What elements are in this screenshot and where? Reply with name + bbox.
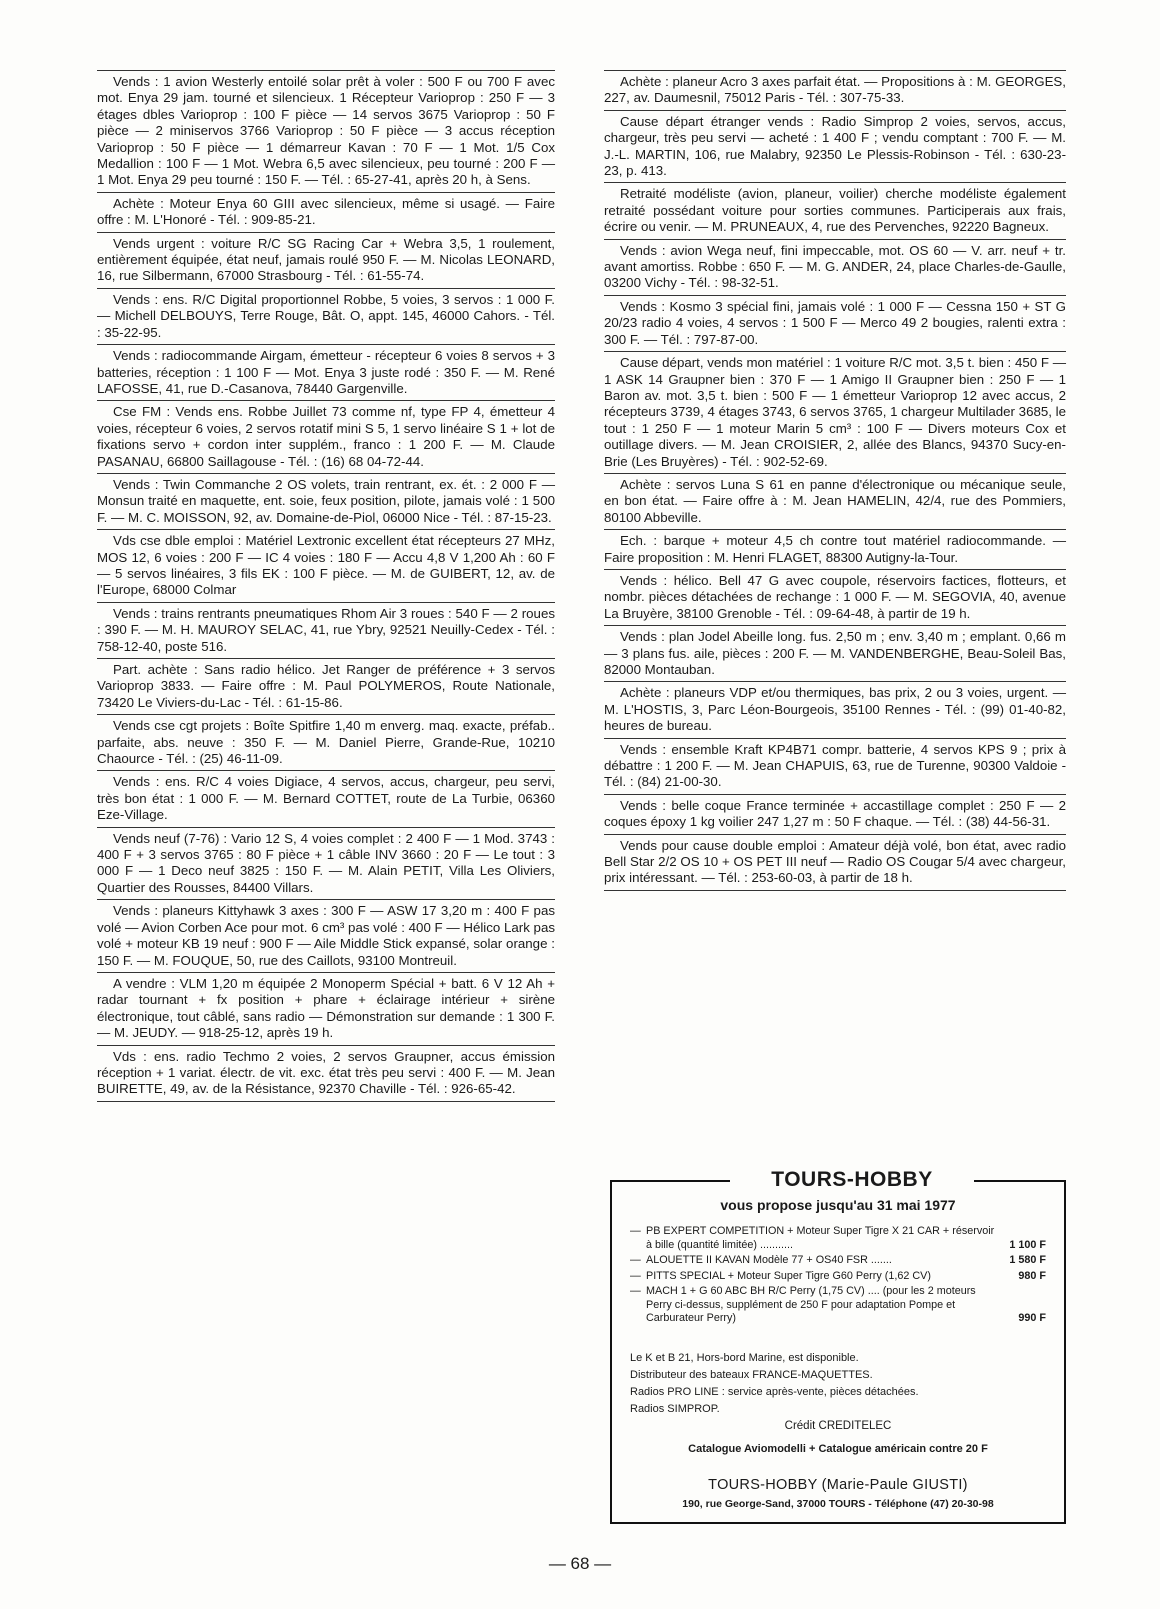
- offer-price: 1 580 F: [1009, 1254, 1046, 1266]
- offer-price: 980 F: [1018, 1269, 1046, 1282]
- classified-ad: Vends : ensemble Kraft KP4B71 compr. batterie, 4 servos KPS 9 ; prix à débattre : 1 200 F. — M. Jean CHAPUIS, 63, rue de Turenne, 90300 Valdoie - Tél. : (84) 21-00-30.: [604, 738, 1066, 794]
- offer-dash: —: [630, 1254, 641, 1266]
- left-column: [97, 70, 555, 1102]
- classified-ad: Vends urgent : voiture R/C SG Racing Car + Webra 3,5, 1 roulement, entièrement équipée, état neuf, jamais roulé 950 F. — M. Nicolas LEONARD, 16, rue Silbermann, 67000 Strasbourg - Tél. : 61-55-74.: [97, 232, 555, 288]
- classified-ad: Vends : radiocommande Airgam, émetteur - récepteur 6 voies 8 servos + 3 batteries, réception : 1 100 F — Mot. Enya 3 juste rodé : 350 F. — M. René LAFOSSE, 41, rue D.-Casanova, 78440 Gargenville.: [97, 344, 555, 400]
- tours-hobby-advert: [610, 1168, 1066, 1524]
- classified-ad: Vends : belle coque France terminée + accastillage complet : 250 F — 2 coques époxy 1 kg voilier 247 1,27 m : 50 F chaque. — Tél. : (38) 44-56-31.: [604, 794, 1066, 834]
- classified-ad: Vds cse dble emploi : Matériel Lextronic excellent état récepteurs 27 MHz, MOS 12, 6 voies : 200 F — IC 4 voies : 180 F — Accu 4,8 V 1,200 Ah : 60 F — 5 servos linéaires, 3 fils EK : 100 F pièce. — M. de GUIBERT, 12, av. de l'Europe, 68000 Colmar: [97, 529, 555, 602]
- info-lines: [630, 1350, 1046, 1418]
- classified-ad: Cause départ étranger vends : Radio Simprop 2 voies, servos, accus, chargeur, très peu servi — acheté : 1 400 F ; vendu comptant : 700 F. — M. J.-L. MARTIN, 106, rue Malabry, 92350 Le Plessis-Robinson - Tél. : 630-23-23, p. 413.: [604, 110, 1066, 183]
- offer-item: [630, 1225, 1046, 1252]
- info-line: Radios SIMPROP.: [630, 1403, 720, 1415]
- classified-ad: Vends : plan Jodel Abeille long. fus. 2,50 m ; env. 3,40 m ; emplant. 0,66 m — 3 plans fus. aile, pièces : 200 F. — M. VANDENBERGHE, Beau-Soleil Bas, 82000 Montauban.: [604, 625, 1066, 681]
- box-top-right-rule: [974, 1180, 1064, 1182]
- classified-ad: Vds : ens. radio Techmo 2 voies, 2 servos Graupner, accus émission réception + 1 variat. électr. de vit. exc. état très peu servi : 400 F. — M. Jean BUIRETTE, 49, av. de la Résistance, 92370 Chaville - Tél. : 926-65-42.: [97, 1045, 555, 1102]
- credit-line: Crédit CREDITELEC: [784, 1420, 892, 1432]
- classified-ad: Vends : avion Wega neuf, fini impeccable, mot. OS 60 — V. arr. neuf + tr. avant amortiss. Robbe : 650 F. — M. G. ANDER, 24, place Charles-de-Gaulle, 03200 Vichy - Tél. : 98-32-51.: [604, 239, 1066, 295]
- offer-dash: —: [630, 1285, 641, 1297]
- classified-ad: Vends : 1 avion Westerly entoilé solar prêt à voler : 500 F ou 700 F avec mot. Enya 29 jam. tourné et silencieux. 1 Récepteur Varioprop : 250 F — 3 étages dbles Varioprop : 100 F pièce — 14 servos 3675 Varioprop : 50 F pièce — 2 miniservos 3766 Varioprop : 50 F pièce — 3 accus réception Varioprop : 50 F pièce — 1 démarreur Kavan : 70 F — 1 Mot. 1/5 Cox Medallion : 100 F — 1 Mot. Webra 6,5 avec silencieux, peu tourné : 200 F — 1 Mot. Enya 29 peu tourné : 150 F. — Tél. : 65-27-41, après 20 h, à Sens.: [97, 70, 555, 192]
- info-line: Distributeur des bateaux FRANCE-MAQUETTES.: [630, 1369, 873, 1381]
- offer-dash: —: [630, 1269, 641, 1282]
- classified-ad: Vends : ens. R/C 4 voies Digiace, 4 servos, accus, chargeur, peu servi, très bon état : 1 000 F. — M. Bernard COTTET, route de La Turbie, 06360 Eze-Village.: [97, 770, 555, 826]
- offer-text: PB EXPERT COMPETITION + Moteur Super Tigre X 21 CAR + réservoir à bille (quantité limitée) ...........: [646, 1225, 995, 1251]
- classified-ad: Cse FM : Vends ens. Robbe Juillet 73 comme nf, type FP 4, émetteur 4 voies, récepteur 6 voies, 2 servos rotatif mini S 5, 1 servo linéaire S 1 + lot de fixations servo + cordon inter supplém., franco : 1 200 F. — M. Claude PASANAU, 66800 Saillagouse - Tél. : (16) 68 04-72-44.: [97, 400, 555, 473]
- right-column: [604, 70, 1066, 891]
- classified-ad: Vends pour cause double emploi : Amateur déjà volé, bon état, avec radio Bell Star 2/2 OS 10 + OS PET III neuf — Radio OS Cougar 5/4 avec chargeur, prix intéressant. — Tél. : 253-60-03, à partir de 18 h.: [604, 834, 1066, 891]
- classified-ad: Vends neuf (7-76) : Vario 12 S, 4 voies complet : 2 400 F — 1 Mod. 3743 : 400 F + 3 servos 3765 : 80 F pièce + 1 câble INV 3660 : 20 F — Le tout : 3 000 F — 1 Deco neuf 3825 : 150 F. — M. Alain PETIT, Villa Les Oliviers, Quartier des Rousses, 84400 Villars.: [97, 827, 555, 900]
- classified-ad: Vends : trains rentrants pneumatiques Rhom Air 3 roues : 540 F — 2 roues : 390 F. — M. H. MAUROY SELAC, 41, rue Ybry, 92521 Neuilly-Cedex - Tél. : 758-12-40, poste 516.: [97, 602, 555, 658]
- classified-ad: Vends cse cgt projets : Boîte Spitfire 1,40 m enverg. maq. exacte, préfab.. parfaite, abs. neuve : 350 F. — M. Daniel Pierre, Grande-Rue, 10210 Chaource - Tél. : (25) 46-11-09.: [97, 714, 555, 770]
- info-line: Le K et B 21, Hors-bord Marine, est disponible.: [630, 1352, 859, 1364]
- offer-item: [630, 1285, 1046, 1326]
- tours-hobby-title: TOURS-HOBBY: [771, 1168, 933, 1191]
- shop-address: 190, rue George-Sand, 37000 TOURS - Téléphone (47) 20-30-98: [682, 1498, 994, 1510]
- offer-text: PITTS SPECIAL + Moteur Super Tigre G60 Perry (1,62 CV): [646, 1269, 931, 1282]
- box-top-left-rule: [612, 1180, 730, 1182]
- offer-text: ALOUETTE II KAVAN Modèle 77 + OS40 FSR .......: [646, 1254, 892, 1266]
- classified-ad: Ech. : barque + moteur 4,5 ch contre tout matériel radiocommande. — Faire proposition : M. Henri FLAGET, 88300 Autigny-la-Tour.: [604, 529, 1066, 569]
- classified-ad: Achète : planeur Acro 3 axes parfait état. — Propositions à : M. GEORGES, 227, av. Daumesnil, 75012 Paris - Tél. : 307-75-33.: [604, 70, 1066, 110]
- classified-ad: Achète : Moteur Enya 60 GIII avec silencieux, même si usagé. — Faire offre : M. L'Honoré - Tél. : 909-85-21.: [97, 192, 555, 232]
- classified-ad: Cause départ, vends mon matériel : 1 voiture R/C mot. 3,5 t. bien : 450 F — 1 ASK 14 Graupner bien : 370 F — 1 Amigo II Graupner bien : 250 F — 1 Baron av. mot. 3,5 t. bien : 500 F — 1 émetteur Varioprop 12 avec accus, 2 récepteurs 3739, 4 étages 3743, 6 servos 3765, 1 chargeur Multilader 3685, le tout : 1 250 F — 1 moteur Marin 5 cm³ : 100 F — Divers moteurs Cox et outillage divers. — M. Jean CROISIER, 2, allée des Blancs, 94370 Sucy-en-Brie (Les Bruyères) - Tél. : 902-52-69.: [604, 351, 1066, 473]
- shop-name: TOURS-HOBBY (Marie-Paule GIUSTI): [708, 1477, 968, 1493]
- offer-list: [630, 1225, 1046, 1328]
- page-number: — 68 —: [548, 1554, 612, 1573]
- offer-price: 1 100 F: [1009, 1238, 1046, 1251]
- info-line: Radios PRO LINE : service après-vente, pièces détachées.: [630, 1386, 919, 1398]
- catalog-line: Catalogue Aviomodelli + Catalogue américain contre 20 F: [688, 1443, 988, 1455]
- offer-text: MACH 1 + G 60 ABC BH R/C Perry (1,75 CV) .... (pour les 2 moteurs Perry ci-dessus, supplément de 250 F pour adaptation Pompe et Carburateur Perry): [646, 1285, 976, 1324]
- classified-ad: Achète : planeurs VDP et/ou thermiques, bas prix, 2 ou 3 voies, urgent. — M. L'HOSTIS, 3, Parc Léon-Bourgeois, 35100 Rennes - Tél. : (99) 01-40-82, heures de bureau.: [604, 681, 1066, 737]
- classified-ad: Vends : hélico. Bell 47 G avec coupole, réservoirs factices, flotteurs, et nombr. pièces détachées de rechange : 1 000 F. — M. SEGOVIA, 40, avenue La Bruyère, 38100 Grenoble - Tél. : 09-64-48, à partir de 19 h.: [604, 569, 1066, 625]
- offer-item: [630, 1254, 1046, 1268]
- tours-hobby-subtitle: vous propose jusqu'au 31 mai 1977: [720, 1197, 956, 1213]
- offer-item: [630, 1270, 1046, 1284]
- classified-ad: Vends : planeurs Kittyhawk 3 axes : 300 F — ASW 17 3,20 m : 400 F pas volé — Avion Corben Ace pour mot. 6 cm³ pas volé : 400 F — Hélico Lark pas volé + moteur KB 19 neuf : 900 F — Aile Middle Stick expansé, solar orange : 150 F. — M. FOUQUE, 50, rue des Caillots, 93100 Montreuil.: [97, 899, 555, 972]
- classified-ad: Part. achète : Sans radio hélico. Jet Ranger de préférence + 3 servos Varioprop 3833. — Faire offre : M. Paul POLYMEROS, Route Nationale, 73420 Le Viviers-du-Lac - Tél. : 61-15-86.: [97, 658, 555, 714]
- offer-price: 990 F: [1018, 1312, 1046, 1324]
- classified-ad: Retraité modéliste (avion, planeur, voilier) cherche modéliste également retraité possédant voiture pour sorties communes. Participerais aux frais, écrire ou venir. — M. PRUNEAUX, 4, rue des Pervenches, 92220 Bagneux.: [604, 182, 1066, 238]
- classified-ad: Achète : servos Luna S 61 en panne d'électronique ou mécanique seule, en bon état. — Faire offre à : M. Jean HAMELIN, 42/4, rue des Pommiers, 80100 Abbeville.: [604, 473, 1066, 529]
- offer-dash: —: [630, 1225, 641, 1237]
- classified-ad: A vendre : VLM 1,20 m équipée 2 Monoperm Spécial + batt. 6 V 12 Ah + radar tournant + fx position + phare + éclairage intérieur + sirène électronique, tout câblé, sans radio — Démonstration sur demande : 1 300 F. — M. JEUDY. — 918-25-12, après 19 h.: [97, 972, 555, 1045]
- classified-ad: Vends : Kosmo 3 spécial fini, jamais volé : 1 000 F — Cessna 150 + ST G 20/23 radio 4 voies, 4 servos : 1 500 F — Merco 49 2 bougies, ralenti extra : 300 F. — Tél. : 797-87-00.: [604, 295, 1066, 351]
- classified-ad: Vends : ens. R/C Digital proportionnel Robbe, 5 voies, 3 servos : 1 000 F. — Michell DELBOUYS, Terre Rouge, Bât. O, appt. 145, 46000 Cahors. - Tél. : 35-22-95.: [97, 288, 555, 344]
- classified-ad: Vends : Twin Commanche 2 OS volets, train rentrant, ex. ét. : 2 000 F — Monsun traité en maquette, ent. soie, feux position, pilote, jamais volé : 1 500 F. — M. C. MOISSON, 92, av. Domaine-de-Piol, 06000 Nice - Tél. : 87-15-23.: [97, 473, 555, 529]
